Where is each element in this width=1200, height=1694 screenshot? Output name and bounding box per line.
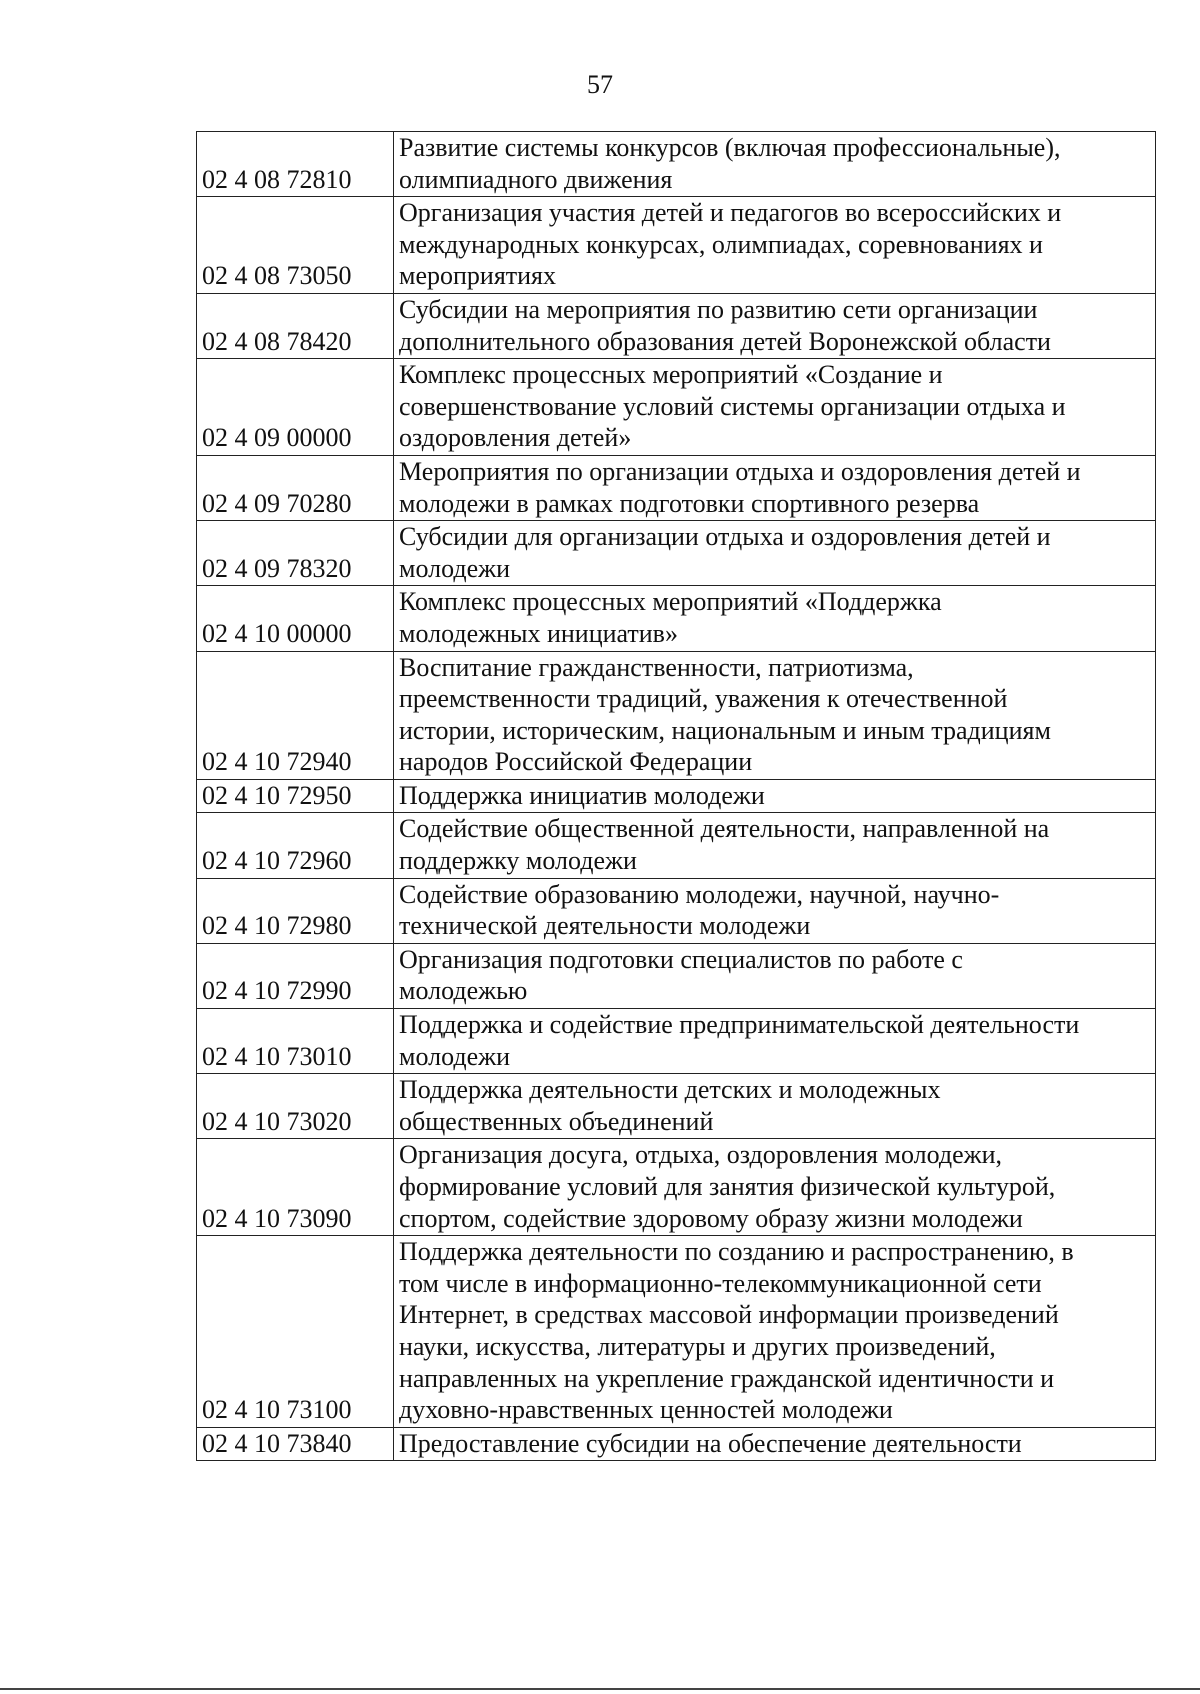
- expense-description: [394, 878, 1156, 943]
- table-row: [197, 943, 1156, 1008]
- description-line: молодежных инициатив»: [399, 618, 678, 648]
- description-line: Субсидии для организации отдыха и оздоровления детей и: [399, 522, 1051, 552]
- description-line: международных конкурсах, олимпиадах, соревнованиях и: [399, 229, 1043, 259]
- description-line: Организация подготовки специалистов по работе с: [399, 944, 963, 974]
- description-line: истории, историческим, национальным и иным традициям: [399, 715, 1051, 745]
- bottom-rule: [0, 1688, 1200, 1690]
- expense-description: [394, 1074, 1156, 1139]
- table-row: [197, 1427, 1156, 1461]
- table-row: [197, 293, 1156, 358]
- classification-code: 02 4 08 78420: [197, 293, 394, 358]
- description-line: направленных на укрепление гражданской идентичности и: [399, 1363, 1055, 1393]
- description-line: молодежью: [399, 976, 528, 1006]
- description-line: Организация досуга, отдыха, оздоровления молодежи,: [399, 1140, 1003, 1170]
- description-line: Поддержка деятельности детских и молодежных: [399, 1075, 941, 1105]
- description-line: дополнительного образования детей Воронежской области: [399, 326, 1051, 356]
- description-line: спортом, содействие здоровому образу жизни молодежи: [399, 1203, 1023, 1233]
- description-line: Поддержка инициатив молодежи: [399, 780, 765, 810]
- description-line: Комплекс процессных мероприятий «Создание и: [399, 360, 943, 390]
- classification-code: 02 4 10 73090: [197, 1139, 394, 1236]
- budget-codes-table: [196, 131, 1156, 1461]
- expense-description: [394, 455, 1156, 520]
- description-line: преемственности традиций, уважения к отечественной: [399, 684, 1008, 714]
- expense-description: [394, 813, 1156, 878]
- classification-code: 02 4 08 73050: [197, 197, 394, 294]
- description-line: мероприятиях: [399, 261, 557, 291]
- description-line: народов Российской Федерации: [399, 747, 753, 777]
- description-line: олимпиадного движения: [399, 164, 673, 194]
- table-row: [197, 521, 1156, 586]
- description-line: Развитие системы конкурсов (включая профессиональные),: [399, 133, 1061, 162]
- expense-description: [394, 779, 1156, 813]
- description-line: духовно-нравственных ценностей молодежи: [399, 1395, 893, 1425]
- expense-description: [394, 1236, 1156, 1428]
- table-row: [197, 878, 1156, 943]
- description-line: молодежи: [399, 1041, 510, 1071]
- classification-code: 02 4 10 72990: [197, 943, 394, 1008]
- classification-code: 02 4 10 73010: [197, 1009, 394, 1074]
- description-line: Организация участия детей и педагогов во всероссийских и: [399, 198, 1062, 228]
- classification-code: 02 4 10 72980: [197, 878, 394, 943]
- expense-description: [394, 1009, 1156, 1074]
- description-line: Содействие образованию молодежи, научной, научно-: [399, 879, 1000, 909]
- description-line: молодежи в рамках подготовки спортивного резерва: [399, 488, 980, 518]
- classification-code: 02 4 10 73020: [197, 1074, 394, 1139]
- classification-code: 02 4 09 78320: [197, 521, 394, 586]
- description-line: поддержку молодежи: [399, 846, 637, 876]
- classification-code: 02 4 10 73840: [197, 1427, 394, 1461]
- table-row: [197, 1009, 1156, 1074]
- description-line: технической деятельности молодежи: [399, 911, 811, 941]
- description-line: оздоровления детей»: [399, 423, 632, 453]
- description-line: молодежи: [399, 553, 510, 583]
- expense-description: [394, 651, 1156, 779]
- table-row: [197, 1139, 1156, 1236]
- page-number: 57: [587, 70, 613, 99]
- description-line: совершенствование условий системы организации отдыха и: [399, 391, 1066, 421]
- classification-code: 02 4 10 72940: [197, 651, 394, 779]
- description-line: Поддержка деятельности по созданию и распространению, в: [399, 1237, 1074, 1267]
- table-row: [197, 1074, 1156, 1139]
- table-row: [197, 651, 1156, 779]
- table-row: [197, 813, 1156, 878]
- expense-description: [394, 943, 1156, 1008]
- classification-code: 02 4 10 73100: [197, 1236, 394, 1428]
- table-row: [197, 132, 1156, 197]
- table-row: [197, 197, 1156, 294]
- table-row: [197, 779, 1156, 813]
- description-line: Мероприятия по организации отдыха и оздоровления детей и: [399, 456, 1081, 486]
- description-line: Интернет, в средствах массовой информации произведений: [399, 1300, 1059, 1330]
- description-line: формирование условий для занятия физической культурой,: [399, 1172, 1056, 1201]
- table-row: [197, 586, 1156, 651]
- expense-description: [394, 1139, 1156, 1236]
- description-line: Предоставление субсидии на обеспечение деятельности: [399, 1428, 1022, 1458]
- classification-code: 02 4 09 70280: [197, 455, 394, 520]
- expense-description: [394, 197, 1156, 294]
- description-line: Комплекс процессных мероприятий «Поддержка: [399, 587, 942, 617]
- description-line: Воспитание гражданственности, патриотизма,: [399, 652, 914, 682]
- expense-description: [394, 132, 1156, 197]
- table-row: [197, 1236, 1156, 1428]
- expense-description: [394, 359, 1156, 456]
- expense-description: [394, 521, 1156, 586]
- description-line: Содействие общественной деятельности, направленной на: [399, 814, 1050, 844]
- table-body: [197, 132, 1156, 1461]
- description-line: науки, искусства, литературы и других произведений,: [399, 1331, 996, 1361]
- description-line: общественных объединений: [399, 1106, 714, 1136]
- expense-description: [394, 1427, 1156, 1461]
- classification-code: 02 4 10 72960: [197, 813, 394, 878]
- description-line: Поддержка и содействие предпринимательской деятельности: [399, 1010, 1080, 1040]
- description-line: том числе в информационно-телекоммуникационной сети: [399, 1268, 1042, 1298]
- expense-description: [394, 586, 1156, 651]
- classification-code: 02 4 10 00000: [197, 586, 394, 651]
- table-row: [197, 359, 1156, 456]
- classification-code: 02 4 09 00000: [197, 359, 394, 456]
- classification-code: 02 4 08 72810: [197, 132, 394, 197]
- description-line: Субсидии на мероприятия по развитию сети организации: [399, 294, 1038, 324]
- expense-description: [394, 293, 1156, 358]
- table-row: [197, 455, 1156, 520]
- classification-code: 02 4 10 72950: [197, 779, 394, 813]
